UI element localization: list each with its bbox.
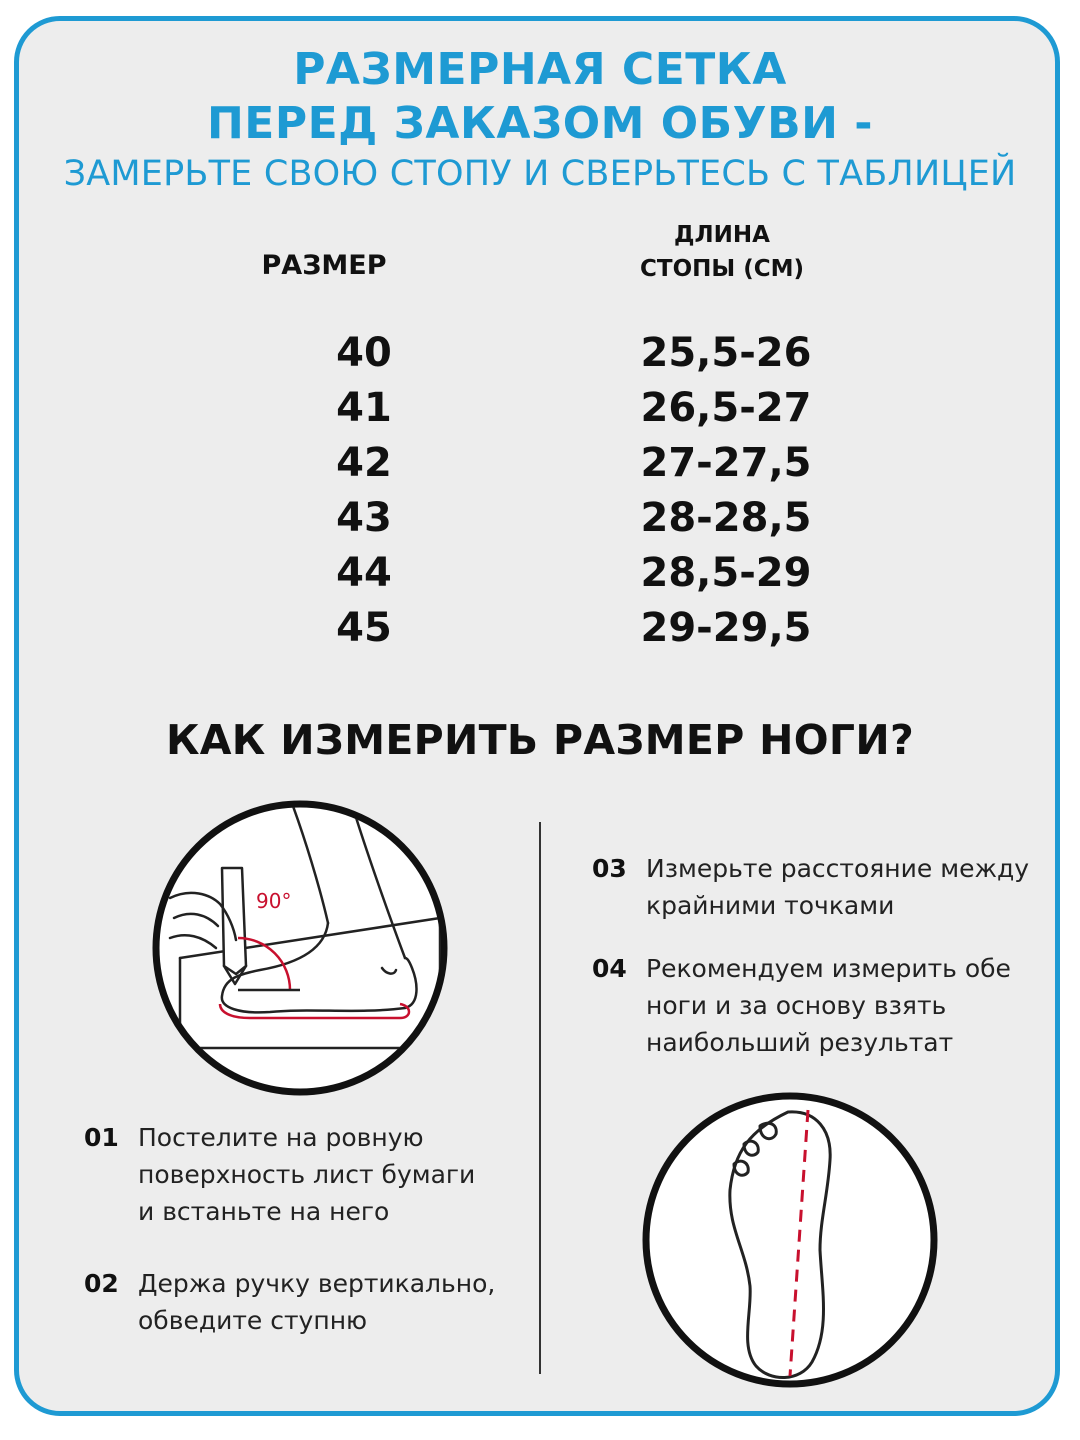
- foot-measure-illustration: [640, 1090, 940, 1390]
- size-column-header: РАЗМЕР: [261, 250, 387, 281]
- angle-label: 90°: [256, 889, 292, 913]
- table-row: [0, 546, 1080, 601]
- foot-tracing-icon: [150, 798, 450, 1098]
- table-row: [0, 491, 1080, 546]
- length-value: 25,5-26: [640, 330, 812, 376]
- step-text: Постелите на ровную поверхность лист бумаги и встаньте на него: [138, 1123, 476, 1226]
- table-row: [0, 436, 1080, 491]
- table-row: [0, 326, 1080, 381]
- subtitle: ЗАМЕРЬТЕ СВОЮ СТОПУ И СВЕРЬТЕСЬ С ТАБЛИЦЕЙ: [63, 154, 1017, 194]
- size-value: 45: [336, 605, 392, 651]
- step-number: 04: [592, 954, 627, 983]
- length-column-header: ДЛИНА СТОПЫ (СМ): [640, 222, 804, 282]
- step-number: 01: [84, 1123, 119, 1152]
- step-number: 03: [592, 854, 627, 883]
- size-value: 44: [336, 550, 392, 596]
- length-value: 28-28,5: [640, 495, 812, 541]
- step-text: Измерьте расстояние между крайними точками: [646, 854, 1030, 920]
- how-to-measure-title: КАК ИЗМЕРИТЬ РАЗМЕР НОГИ?: [165, 716, 915, 764]
- size-value: 40: [336, 330, 392, 376]
- step-number: 02: [84, 1269, 119, 1298]
- size-value: 42: [336, 440, 392, 486]
- table-row: [0, 601, 1080, 656]
- size-value: 43: [336, 495, 392, 541]
- step-text: Держа ручку вертикально, обведите ступню: [138, 1269, 496, 1335]
- vertical-divider: [539, 822, 541, 1374]
- step-text: Рекомендуем измерить обе ноги и за основу взять наибольший результат: [646, 954, 1011, 1057]
- length-value: 26,5-27: [640, 385, 812, 431]
- length-value: 28,5-29: [640, 550, 812, 596]
- length-value: 27-27,5: [640, 440, 812, 486]
- table-row: [0, 381, 1080, 436]
- footprint-icon: [640, 1090, 940, 1390]
- title-line-1: РАЗМЕРНАЯ СЕТКА: [293, 44, 787, 95]
- foot-tracing-illustration: [150, 798, 450, 1098]
- length-value: 29-29,5: [640, 605, 812, 651]
- title-line-2: ПЕРЕД ЗАКАЗОМ ОБУВИ -: [206, 98, 874, 149]
- size-value: 41: [336, 385, 392, 431]
